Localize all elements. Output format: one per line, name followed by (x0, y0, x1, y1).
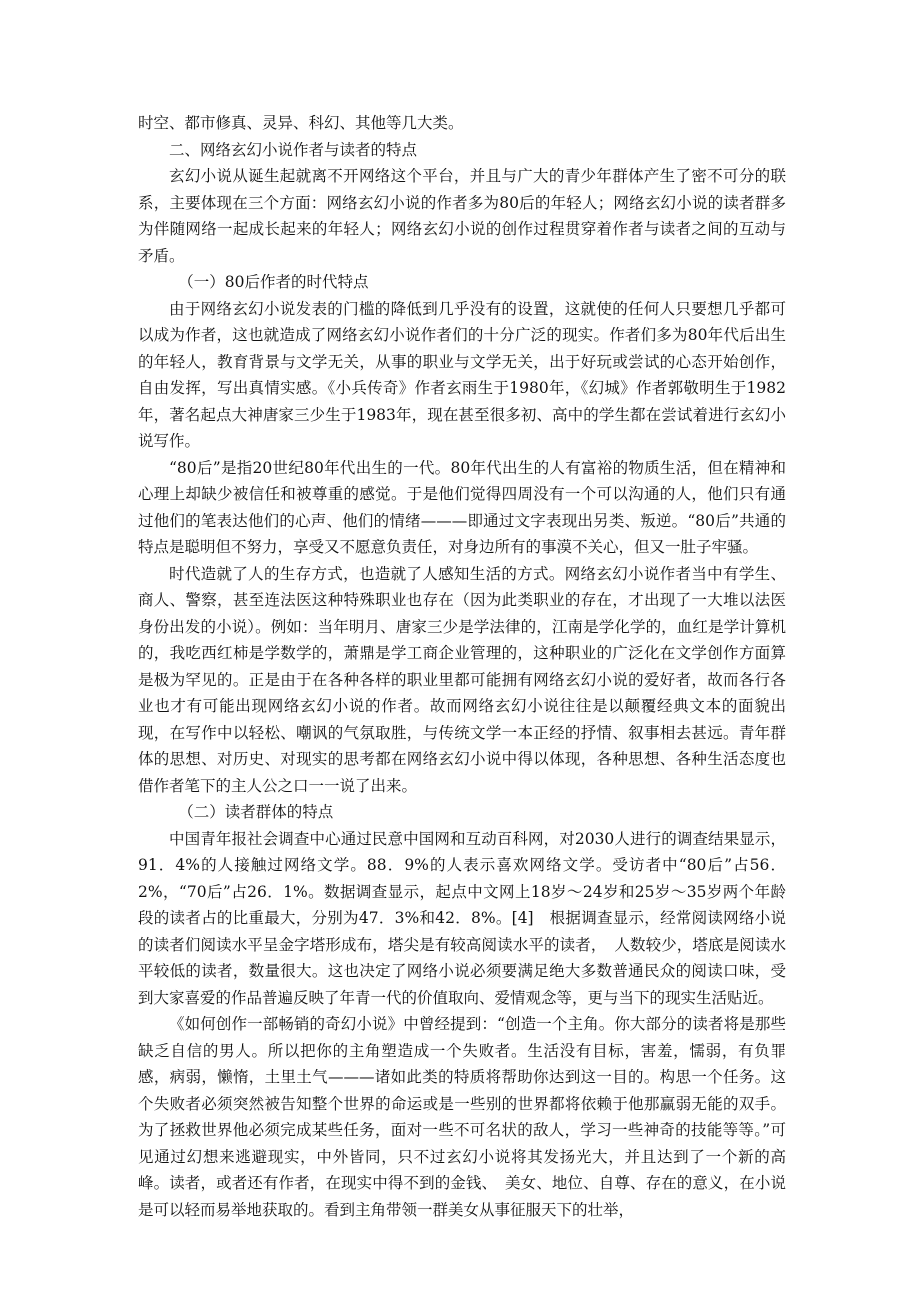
paragraph-80s-definition: “80后”是指20世纪80年代出生的一代。80年代出生的人有富裕的物质生活，但在精神和心理上却缺少被信任和被尊重的感觉。于是他们觉得四周没有一个可以沟通的人，他们只有通过他们的笔表达他们的心声、他们的情绪———即通过文字表现出另类、叛逆。“80后”共通的特点是聪明但不努力，享受又不愿意负责任，对身边所有的事漠不关心，但又一肚子牢骚。 (138, 458, 786, 556)
paragraph-author-professions: 时代造就了人的生存方式，也造就了人感知生活的方式。网络玄幻小说作者当中有学生、商人、警察，甚至连法医这种特殊职业也存在（因为此类职业的存在，才出现了一大堆以法医身份出发的小说）。例如：当年明月、唐家三少是学法律的，江南是学化学的，血红是学计算机的，我吃西红柿是学数学的，萧鼎是学工商企业管理的，这种职业的广泛化在文学创作方面算是极为罕见的。正是由于在各种各样的职业里都可能拥有网络玄幻小说的爱好者，故而各行各业也才有可能出现网络玄幻小说的作者。故而网络玄幻小说往往是以颠覆经典文本的面貌出现，在写作中以轻松、嘲讽的气氛取胜，与传统文学一本正经的抒情、叙事相去甚远。青年群体的思想、对历史、对现实的思考都在网络玄幻小说中得以体现，各种思想、各种生活态度也借作者笔下的主人公之口一一说了出来。 (138, 564, 786, 795)
document-body (138, 110, 786, 1223)
paragraph-reader-survey: 中国青年报社会调查中心通过民意中国网和互动百科网，对2030人进行的调查结果显示，91．4%的人接触过网络文学。88．9%的人表示喜欢网络文学。受访者中“80后”占56．2%，“70后”占26．1%。数据调查显示，起点中文网上18岁～24岁和25岁～35岁两个年龄段的读者占的比重最大，分别为47．3%和42．8%。[4] 根据调查显示，经常阅读网络小说的读者们阅读水平呈金字塔形成布，塔尖是有较高阅读水平的读者， 人数较少，塔底是阅读水平较低的读者，数量很大。这也决定了网络小说必须要满足绝大多数普通民众的阅读口味，受到大家喜爱的作品普遍反映了年青一代的价值取向、爱情观念等，更与当下的现实生活贴近。 (138, 829, 786, 1007)
paragraph-authors-threshold: 由于网络玄幻小说发表的门槛的降低到几乎没有的设置，这就使的任何人只要想几乎都可以成为作者，这也就造成了网络玄幻小说作者们的十分广泛的现实。作者们多为80年代后出生的年轻人，教育背景与文学无关，从事的职业与文学无关，出于好玩或尝试的心态开始创作，自由发挥，写出真情实感。《小兵传奇》作者玄雨生于1980年，《幻城》作者郭敬明生于1982年，著名起点大神唐家三少生于1983年，现在甚至很多初、高中的学生都在尝试着进行玄幻小说写作。 (138, 299, 786, 450)
paragraph-fantasy-quote: 《如何创作一部畅销的奇幻小说》中曾经提到：“创造一个主角。你大部分的读者将是那些缺乏自信的男人。所以把你的主角塑造成一个失败者。生活没有目标，害羞，懦弱，有负罪感，病弱，懒惰，土里土气———诸如此类的特质将帮助你达到这一目的。构思一个任务。这个失败者必须突然被告知整个世界的命运或是一些别的世界都将依赖于他那赢弱无能的双手。为了拯救世界他必须完成某些任务，面对一些不可名状的敌人，学习一些神奇的技能等等。”可见通过幻想来逃避现实，中外皆同，只不过玄幻小说将其发扬光大，并且达到了一个新的高峰。读者，或者还有作者，在现实中得不到的金钱、 美女、地位、自尊、存在的意义，在小说是可以轻而易举地获取的。看到主角带领一群美女从事征服天下的壮举， (138, 1015, 786, 1219)
subheading-reader-groups: （二）读者群体的特点 (178, 803, 334, 821)
paragraph-genre-list-end: 时空、都市修真、灵异、科幻、其他等几大类。 (138, 114, 464, 132)
section-heading-authors-readers: 二、网络玄幻小说作者与读者的特点 (169, 140, 418, 159)
subheading-80s-authors: （一）80后作者的时代特点 (178, 273, 369, 291)
paragraph-intro: 玄幻小说从诞生起就离不开网络这个平台，并且与广大的青少年群体产生了密不可分的联系，主要体现在三个方面：网络玄幻小说的作者多为80后的年轻人；网络玄幻小说的读者群多为伴随网络一起成长起来的年轻人；网络玄幻小说的创作过程贯穿着作者与读者之间的互动与矛盾。 (138, 167, 786, 265)
